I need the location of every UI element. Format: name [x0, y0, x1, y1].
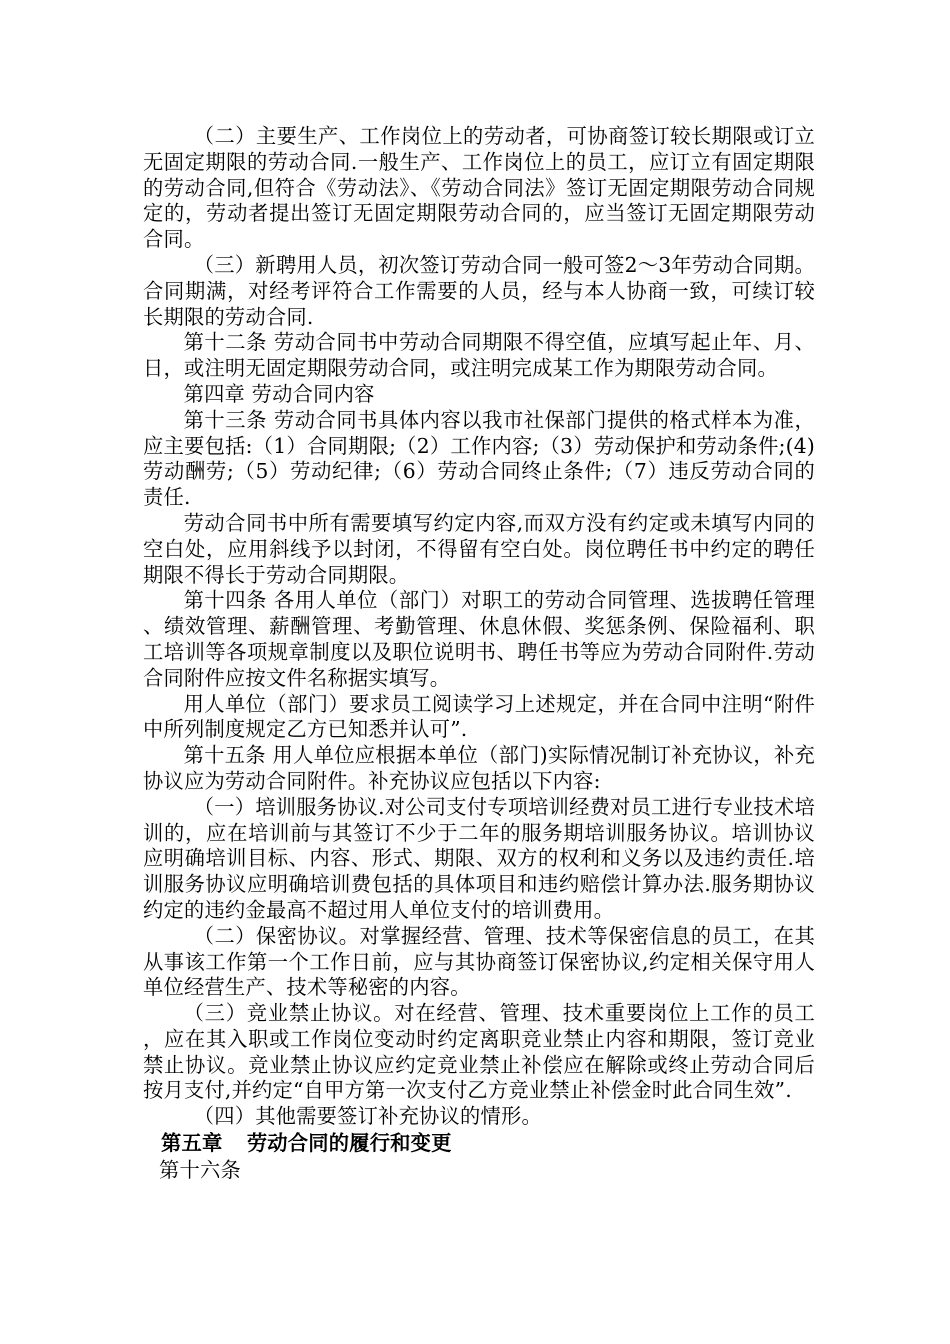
article-16-heading: 第十六条: [159, 1158, 241, 1183]
paragraph-article-12: 第十二条 劳动合同书中劳动合同期限不得空值，应填写起止年、月、日，或注明无固定期限劳动合同，或注明完成某工作为期限劳动合同。: [143, 330, 815, 381]
document-body: [143, 124, 815, 1184]
chapter-5-number: 第五章: [161, 1131, 223, 1156]
paragraph-confidentiality-agreement: （二）保密协议。对掌握经营、管理、技术等保密信息的员工，在其从事该工作第一个工作日前，应与其协商签订保密协议,约定相关保守用人单位经营生产、技术等秘密的内容。: [143, 923, 815, 1000]
paragraph-item-3-new-hires: （三）新聘用人员，初次签订劳动合同一般可签2～3年劳动合同期。合同期满，对经考评符合工作需要的人员，经与本人协商一致，可续订较长期限的劳动合同.: [143, 252, 815, 329]
paragraph-article-14: 第十四条 各用人单位（部门）对职工的劳动合同管理、选拔聘任管理、绩效管理、薪酬管理、考勤管理、休息休假、奖惩条例、保险福利、职工培训等各项规章制度以及职位说明书、聘任书等应为劳动合同附件.劳动合同附件应按文件名称据实填写。: [143, 588, 815, 690]
paragraph-other-agreements: （四）其他需要签订补充协议的情形。: [193, 1104, 542, 1129]
paragraph-read-regulations: 用人单位（部门）要求员工阅读学习上述规定，并在合同中注明“附件中所列制度规定乙方已知悉并认可”.: [143, 691, 815, 742]
paragraph-training-agreement: （一）培训服务协议.对公司支付专项培训经费对员工进行专业技术培训的，应在培训前与其签订不少于二年的服务期培训服务协议。培训协议应明确培训目标、内容、形式、期限、双方的权利和义务以及违约责任.培训服务协议应明确培训费包括的具体项目和违约赔偿计算办法.服务期协议约定的违约金最高不超过用人单位支付的培训费用。: [143, 794, 815, 922]
paragraph-article-13: 第十三条 劳动合同书具体内容以我市社保部门提供的格式样本为准，应主要包括:（1）合同期限;（2）工作内容;（3）劳动保护和劳动条件;(4)劳动酬劳;（5）劳动纪律;（6）劳动合同终止条件;（7）违反劳动合同的责任.: [143, 407, 815, 510]
paragraph-item-2-long-term-contract: （二）主要生产、工作岗位上的劳动者，可协商签订较长期限或订立无固定期限的劳动合同.一般生产、工作岗位上的员工，应订立有固定期限的劳动合同,但符合《劳动法》、《劳动合同法》签订无固定期限劳动合同规定的，劳动者提出签订无固定期限劳动合同的，应当签订无固定期限劳动合同。: [143, 124, 815, 252]
chapter-5-heading: [161, 1130, 815, 1157]
chapter-4-heading: 第四章 劳动合同内容: [183, 381, 375, 406]
paragraph-article-15: 第十五条 用人单位应根据本单位（部门)实际情况制订补充协议，补充协议应为劳动合同附件。补充协议应包括以下内容:: [143, 743, 815, 793]
paragraph-non-compete-agreement: （三）竞业禁止协议。对在经营、管理、技术重要岗位上工作的员工，应在其入职或工作岗位变动时约定离职竞业禁止内容和期限，签订竞业禁止协议。竞业禁止协议应约定竞业禁止补偿应在解除或终止劳动合同后按月支付,并约定“自甲方第一次支付乙方竞业禁止补偿金时此合同生效”.: [143, 1001, 815, 1103]
chapter-5-title: 劳动合同的履行和变更: [246, 1131, 452, 1156]
paragraph-blank-fields: 劳动合同书中所有需要填写约定内容,而双方没有约定或未填写内同的空白处，应用斜线予以封闭，不得留有空白处。岗位聘任书中约定的聘任期限不得长于劳动合同期限。: [143, 510, 815, 587]
